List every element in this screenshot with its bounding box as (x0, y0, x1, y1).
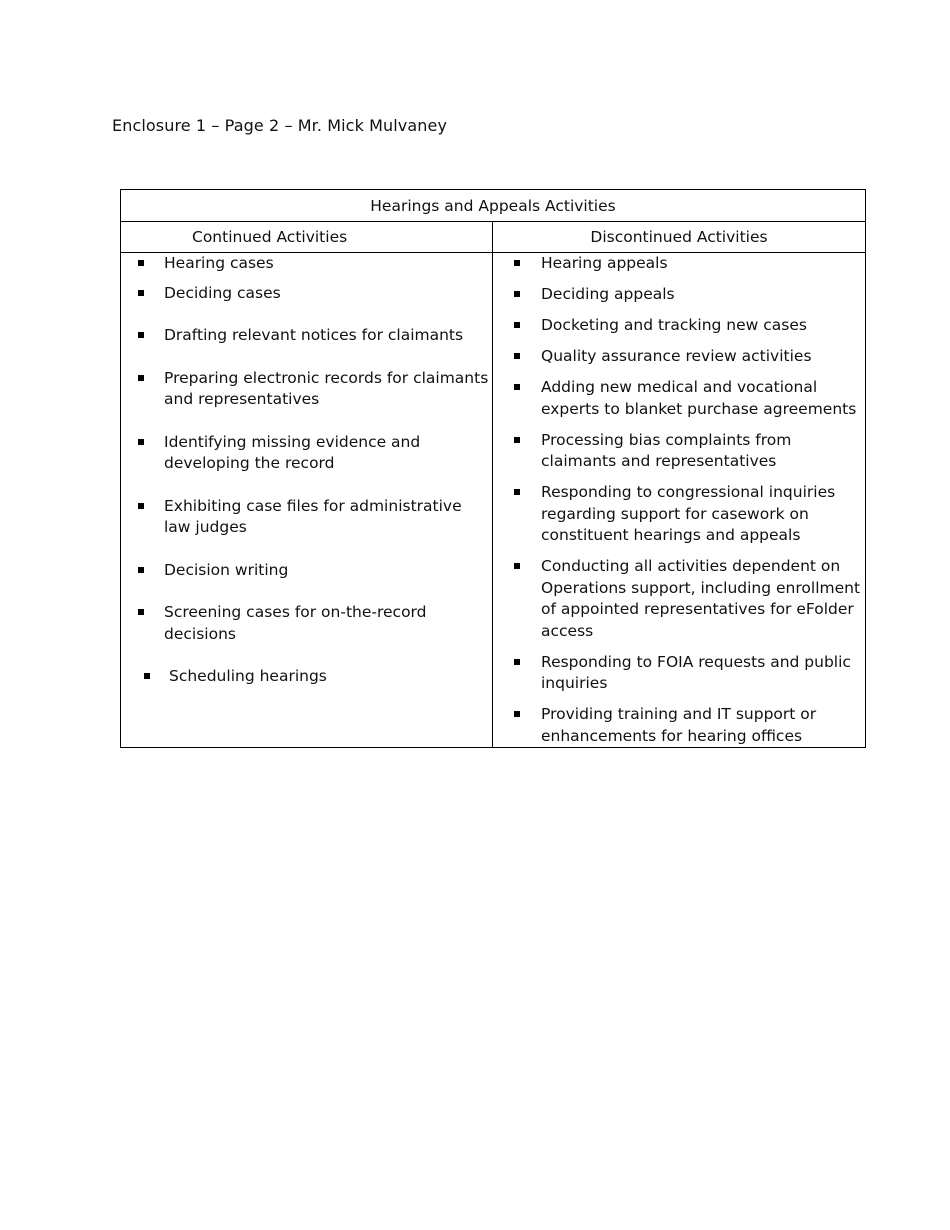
list-item: Exhibiting case files for administrative law judges (121, 496, 492, 539)
list-item: Responding to congressional inquiries regarding support for casework on constituent hearings and appeals (493, 482, 865, 547)
list-item: Responding to FOIA requests and public inquiries (493, 652, 865, 695)
list-item: Decision writing (121, 560, 492, 582)
bullet-square-icon (514, 322, 520, 328)
list-item: Deciding appeals (493, 284, 865, 306)
list-item: Hearing cases (121, 253, 492, 275)
list-item: Hearing appeals (493, 253, 865, 275)
list-item: Screening cases for on-the-record decisions (121, 602, 492, 645)
list-item: Quality assurance review activities (493, 346, 865, 368)
list-item: Providing training and IT support or enhancements for hearing offices (493, 704, 865, 747)
list-item: Scheduling hearings (121, 666, 492, 688)
bullet-square-icon (514, 711, 520, 717)
bullet-square-icon (514, 353, 520, 359)
bullet-square-icon (138, 609, 144, 615)
activities-table (120, 189, 866, 748)
bullet-square-icon (138, 260, 144, 266)
enclosure-header: Enclosure 1 – Page 2 – Mr. Mick Mulvaney (112, 116, 448, 135)
list-item: Processing bias complaints from claimants and representatives (493, 430, 865, 473)
bullet-square-icon (138, 332, 144, 338)
discontinued-list (493, 253, 865, 747)
continued-column-header: Continued Activities (121, 222, 493, 253)
table-title-row (121, 190, 866, 222)
list-item: Adding new medical and vocational experts to blanket purchase agreements (493, 377, 865, 420)
list-item: Conducting all activities dependent on Operations support, including enrollment of appointed representatives for eFolder access (493, 556, 865, 642)
discontinued-column-header: Discontinued Activities (493, 222, 866, 253)
bullet-square-icon (138, 503, 144, 509)
bullet-square-icon (138, 439, 144, 445)
bullet-square-icon (138, 567, 144, 573)
discontinued-cell (493, 253, 866, 748)
bullet-square-icon (138, 375, 144, 381)
column-header-row (121, 222, 866, 253)
list-item: Identifying missing evidence and developing the record (121, 432, 492, 475)
bullet-square-icon (514, 489, 520, 495)
list-item: Preparing electronic records for claimants and representatives (121, 368, 492, 411)
continued-list (121, 253, 492, 688)
bullet-square-icon (514, 563, 520, 569)
bullet-square-icon (514, 384, 520, 390)
continued-cell (121, 253, 493, 748)
list-item: Docketing and tracking new cases (493, 315, 865, 337)
bullet-square-icon (514, 291, 520, 297)
table-title: Hearings and Appeals Activities (121, 190, 866, 222)
bullet-square-icon (138, 290, 144, 296)
list-item: Deciding cases (121, 283, 492, 305)
list-item: Drafting relevant notices for claimants (121, 325, 492, 347)
table-body-row (121, 253, 866, 748)
bullet-square-icon (514, 437, 520, 443)
bullet-square-icon (514, 659, 520, 665)
bullet-square-icon (144, 673, 150, 679)
bullet-square-icon (514, 260, 520, 266)
